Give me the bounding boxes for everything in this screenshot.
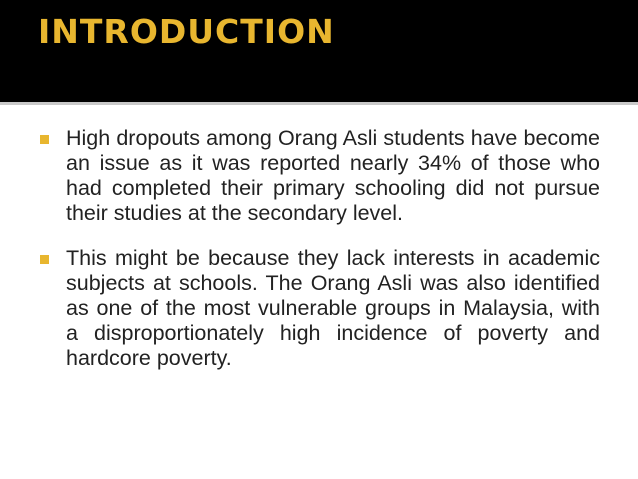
title-bar [0,0,638,102]
slide-title: INTRODUCTION [38,12,335,51]
bullet-item [40,246,600,371]
bullet-text: This might be because they lack interests in academic subjects at schools. The Orang Asli was also identified as one of the most vulnerable groups in Malaysia, with a disproportionately high incidence of poverty and hardcore poverty. [66,246,600,370]
title-divider [0,102,638,105]
square-bullet-icon [40,135,49,144]
bullet-list [40,126,600,391]
bullet-item [40,126,600,226]
square-bullet-icon [40,255,49,264]
bullet-text: High dropouts among Orang Asli students have become an issue as it was reported nearly 34% of those who had completed their primary schooling did not pursue their studies at the secondary level. [66,126,600,225]
